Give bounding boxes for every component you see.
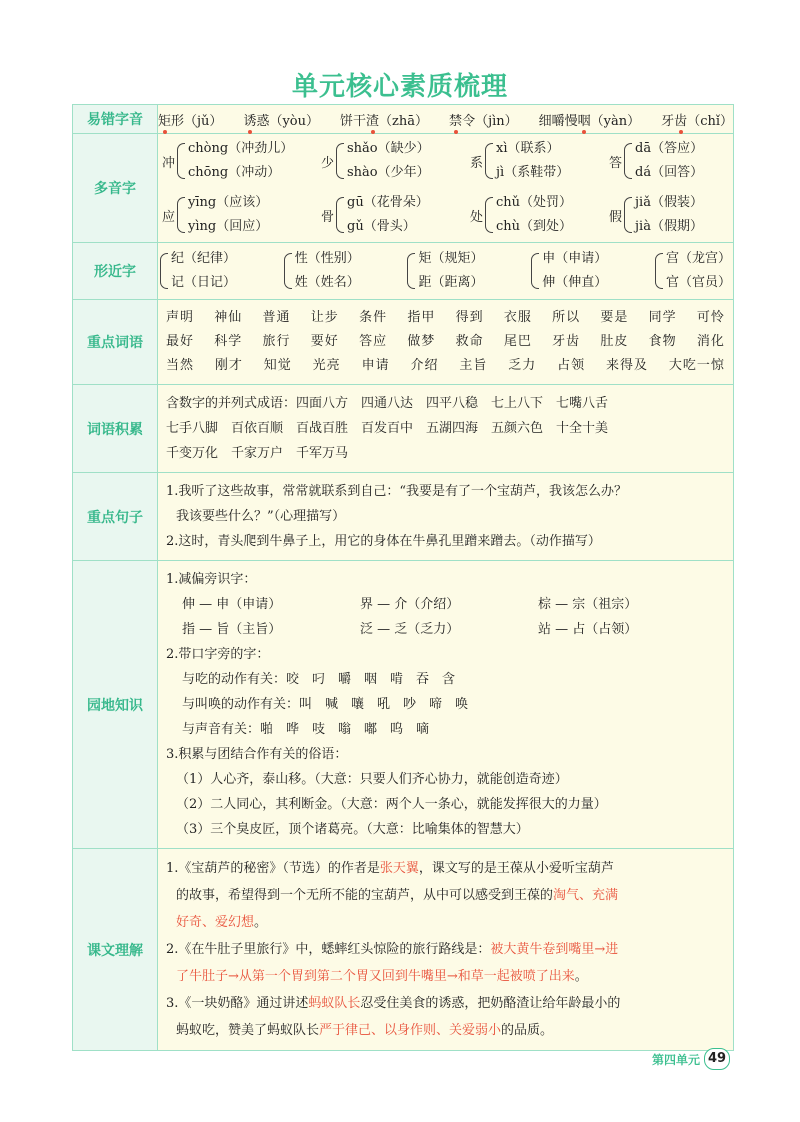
row-ciyu [73,300,734,385]
yicuo-item: 禁令（jìn） [449,113,518,129]
idiom-line: 含数字的并列式成语：四面八方 四通八达 四平八稳 七上八下 七嘴八舌 [166,396,609,411]
section-heading: 1.减偏旁识字： [166,572,257,587]
comprehension-item: 1.《宝葫芦的秘密》（节选）的作者是张天翼，课文写的是王葆从小爱听宝葫芦 的故事，希望得到一个无所不能的宝葫芦，从中可以感受到王葆的淘气、充满 好奇、爱幻想。 [166,861,619,930]
page-title: 单元核心素质梳理 [291,72,508,102]
sentence: 2.这时，青头爬到牛鼻子上，用它的身体在牛鼻孔里蹭来蹭去。（动作描写） [166,534,601,549]
row-yuandi [73,561,734,849]
word-line: 最好 科学 旅行 要好 答应 做梦 救命 尾巴 牙齿 肚皮 食物 消化 [166,334,725,349]
xingjin-group: 宫（龙宫） 官（官员） [655,247,731,295]
yicuo-item: 细嚼慢咽（yàn） [538,113,641,129]
row-juzi [73,473,734,561]
row-kewen [73,849,734,1051]
yicuo-item: 矩形（jǔ） [158,113,223,129]
page-number: 49 [704,1048,730,1070]
yicuo-item: 饼干渣（zhā） [340,113,429,129]
duoyin-group: 假 jiǎ（假装） jià（假期） [609,195,703,234]
row-label: 重点词语 [73,300,158,385]
yicuo-item: 牙齿（chǐ） [661,113,733,129]
row-label: 多音字 [73,134,158,243]
row-label: 课文理解 [73,849,158,1051]
row-label: 园地知识 [73,561,158,849]
word-line: 当然 刚才 知觉 光亮 申请 介绍 主旨 乏力 占领 来得及 大吃一惊 [166,358,725,373]
xingjin-group: 性（性别） 姓（姓名） [284,247,360,295]
kou-line: 与吃的动作有关：咬 叼 嚼 咽 啃 吞 含 [182,672,456,687]
duoyin-group: 处 chǔ（处罚） chù（到处） [470,195,573,234]
yicuo-list [158,105,733,133]
row-label: 易错字音 [73,105,158,134]
comprehension-item: 2.《在牛肚子里旅行》中，蟋蟀红头惊险的旅行路线是：被大黄牛卷到嘴里→进 了牛肚子→从第一个胃到第二个胃又回到牛嘴里→和草一起被喷了出来。 [166,942,619,984]
kou-line: 与声音有关：啪 哗 吱 嗡 嘟 呜 嘀 [182,722,430,737]
duoyin-group: 系 xì（联系） jì（系鞋带） [470,141,570,180]
kou-line: 与叫唤的动作有关：叫 喊 嚷 吼 吵 啼 唤 [182,697,469,712]
section-heading: 3.积累与团结合作有关的俗语： [166,747,348,762]
row-yicuo [73,105,734,134]
summary-table [72,104,734,1051]
pair-line: 伸 — 申（申请） 界 — 介（介绍） 棕 — 宗（祖宗） [182,597,638,612]
idiom-line: 千变万化 千家万户 千军万马 [166,446,349,461]
xingjin-list [158,243,733,299]
duoyin-group: 冲 chòng（冲劲儿） chōng（冲动） [162,141,294,180]
row-label: 词语积累 [73,385,158,473]
page-footer [652,1048,730,1070]
duoyin-line [158,134,733,188]
proverb-line: （2）二人同心，其利断金。（大意：两个人一条心，就能发挥很大的力量） [176,797,607,812]
row-label: 重点句子 [73,473,158,561]
duoyin-line [158,188,733,242]
xingjin-group: 纪（纪律） 记（日记） [160,247,236,295]
duoyin-group: 答 dā（答应） dá（回答） [609,141,704,180]
unit-label: 第四单元 [651,1052,700,1067]
xingjin-group: 申（申请） 伸（伸直） [531,247,607,295]
duoyin-group: 少 shǎo（缺少） shào（少年） [321,141,430,180]
proverb-line: （3）三个臭皮匠，顶个诸葛亮。（大意：比喻集体的智慧大） [176,822,529,837]
word-line: 声明 神仙 普通 让步 条件 指甲 得到 衣服 所以 要是 同学 可怜 [166,310,725,325]
row-label: 形近字 [73,243,158,300]
idiom-line: 七手八脚 百依百顺 百战百胜 百发百中 五湖四海 五颜六色 十全十美 [166,421,609,436]
section-heading: 2.带口字旁的字： [166,647,270,662]
sentence: 1.我听了这些故事，常常就联系到自己：“我要是有了一个宝葫芦，我该怎么办？ [166,484,628,499]
duoyin-group: 骨 gū（花骨朵） gǔ（骨头） [321,195,429,234]
row-duoyin [73,134,734,243]
row-jilei [73,385,734,473]
row-xingjin [73,243,734,300]
yicuo-item: 诱惑（yòu） [243,113,319,129]
comprehension-item: 3.《一块奶酪》通过讲述蚂蚁队长忍受住美食的诱惑，把奶酪渣让给年龄最小的 蚂蚁吃，赞美了蚂蚁队长严于律己、以身作则、关爱弱小的品质。 [166,996,621,1038]
duoyin-group: 应 yīng（应该） yìng（回应） [162,195,269,234]
sentence: 我该要些什么？”（心理描写） [176,509,346,524]
pair-line: 指 — 旨（主旨） 泛 — 乏（乏力） 站 — 占（占领） [182,622,638,637]
proverb-line: （1）人心齐，泰山移。（大意：只要人们齐心协力，就能创造奇迹） [176,772,568,787]
xingjin-group: 矩（规矩） 距（距离） [407,247,483,295]
